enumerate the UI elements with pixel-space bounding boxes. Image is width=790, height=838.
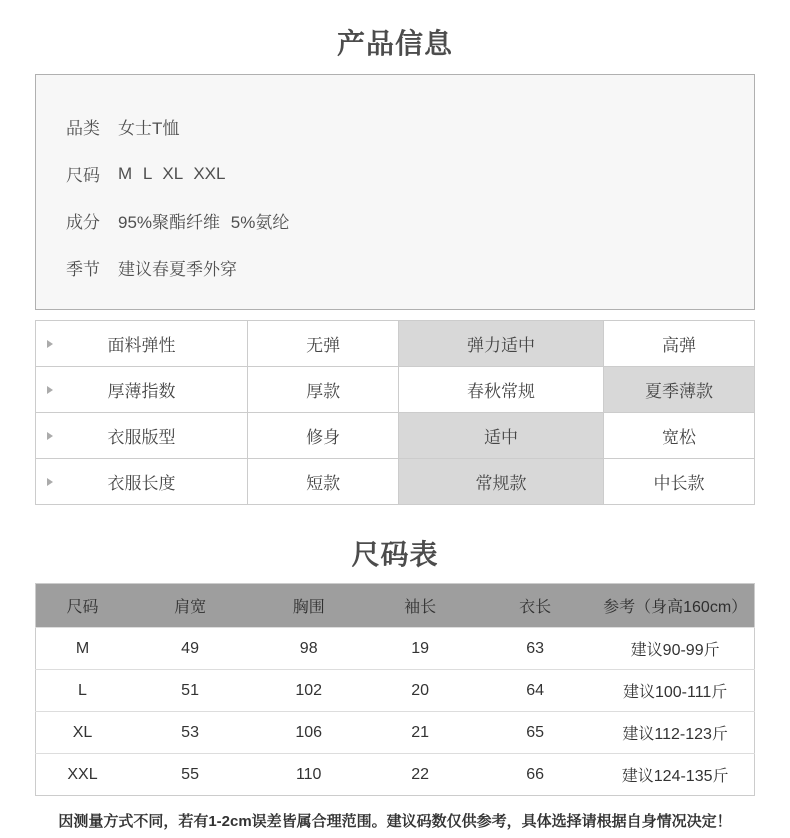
size-table-cell: 49 bbox=[129, 628, 251, 670]
attribute-label-cell bbox=[36, 367, 248, 413]
size-table-cell: 51 bbox=[129, 670, 251, 712]
info-label: 尺码 bbox=[66, 166, 100, 185]
attribute-option-cell: 高弹 bbox=[603, 321, 754, 367]
attribute-option-cell: 弹力适中 bbox=[399, 321, 604, 367]
info-label: 品类 bbox=[66, 119, 100, 138]
attribute-label-cell bbox=[36, 321, 248, 367]
size-table-header-cell: 尺码 bbox=[36, 584, 129, 628]
size-table-header-cell: 胸围 bbox=[251, 584, 366, 628]
attribute-row bbox=[36, 367, 755, 413]
attribute-option-cell: 适中 bbox=[399, 413, 604, 459]
size-table-cell: 64 bbox=[474, 670, 596, 712]
attribute-row bbox=[36, 459, 755, 505]
size-table-cell: 102 bbox=[251, 670, 366, 712]
size-table-cell: 98 bbox=[251, 628, 366, 670]
size-table-cell: M bbox=[36, 628, 129, 670]
size-table-header-cell: 袖长 bbox=[366, 584, 474, 628]
size-table-row bbox=[36, 670, 755, 712]
size-table-cell: XL bbox=[36, 712, 129, 754]
attribute-option-cell: 宽松 bbox=[603, 413, 754, 459]
triangle-right-icon bbox=[47, 340, 53, 348]
size-table-cell: 53 bbox=[129, 712, 251, 754]
attribute-label-cell bbox=[36, 459, 248, 505]
attribute-option-cell: 中长款 bbox=[603, 459, 754, 505]
info-value: M L XL XXL bbox=[118, 163, 226, 183]
size-table-cell: 65 bbox=[474, 712, 596, 754]
attribute-option-cell: 无弹 bbox=[248, 321, 399, 367]
attribute-option-cell: 修身 bbox=[248, 413, 399, 459]
size-table-cell: 21 bbox=[366, 712, 474, 754]
size-table-cell: 19 bbox=[366, 628, 474, 670]
size-table-cell: 110 bbox=[251, 754, 366, 796]
info-value: 女士T恤 bbox=[118, 119, 180, 138]
size-table-cell: 55 bbox=[129, 754, 251, 796]
attribute-label: 衣服版型 bbox=[107, 428, 176, 447]
attribute-option-cell: 常规款 bbox=[399, 459, 604, 505]
info-row-sizes bbox=[36, 150, 754, 197]
attribute-option-cell: 春秋常规 bbox=[399, 367, 604, 413]
info-value: 95%聚酯纤维 5%氨纶 bbox=[118, 213, 290, 232]
size-table-cell: 66 bbox=[474, 754, 596, 796]
size-table-cell: XXL bbox=[36, 754, 129, 796]
attribute-label: 衣服长度 bbox=[107, 474, 176, 493]
info-label: 季节 bbox=[66, 260, 100, 279]
attribute-option-cell: 厚款 bbox=[248, 367, 399, 413]
size-table-cell: 22 bbox=[366, 754, 474, 796]
attribute-row bbox=[36, 413, 755, 459]
footer-note: 因测量方式不同，若有1-2cm误差皆属合理范围。建议码数仅供参考，具体选择请根据自身情况决定！ bbox=[58, 813, 732, 830]
triangle-right-icon bbox=[47, 478, 53, 486]
attribute-option-cell: 短款 bbox=[248, 459, 399, 505]
size-chart-title: 尺码表 bbox=[351, 539, 439, 570]
size-table-header-cell: 衣长 bbox=[474, 584, 596, 628]
attribute-row bbox=[36, 321, 755, 367]
size-table-cell: L bbox=[36, 670, 129, 712]
attribute-label-cell bbox=[36, 413, 248, 459]
attribute-label: 面料弹性 bbox=[107, 336, 176, 355]
info-row-category bbox=[36, 103, 754, 150]
info-row-composition bbox=[36, 197, 754, 244]
size-table-cell: 106 bbox=[251, 712, 366, 754]
size-table bbox=[35, 583, 755, 796]
page-title: 产品信息 bbox=[336, 28, 453, 59]
size-table-cell: 建议90-99斤 bbox=[596, 628, 754, 670]
size-table-header-cell: 肩宽 bbox=[129, 584, 251, 628]
info-value: 建议春夏季外穿 bbox=[118, 260, 237, 279]
attribute-label: 厚薄指数 bbox=[107, 382, 176, 401]
attribute-option-cell: 夏季薄款 bbox=[603, 367, 754, 413]
triangle-right-icon bbox=[47, 386, 53, 394]
size-table-cell: 20 bbox=[366, 670, 474, 712]
size-table-row bbox=[36, 712, 755, 754]
size-table-cell: 建议100-111斤 bbox=[596, 670, 754, 712]
info-row-season bbox=[36, 244, 754, 291]
attribute-table bbox=[35, 320, 755, 505]
info-label: 成分 bbox=[66, 213, 100, 232]
size-table-header-cell: 参考（身高160cm） bbox=[596, 584, 754, 628]
size-table-cell: 建议112-123斤 bbox=[596, 712, 754, 754]
size-table-row bbox=[36, 754, 755, 796]
triangle-right-icon bbox=[47, 432, 53, 440]
size-table-cell: 63 bbox=[474, 628, 596, 670]
product-info-box bbox=[35, 74, 755, 310]
size-table-row bbox=[36, 628, 755, 670]
size-table-cell: 建议124-135斤 bbox=[596, 754, 754, 796]
size-table-header-row bbox=[36, 584, 755, 628]
